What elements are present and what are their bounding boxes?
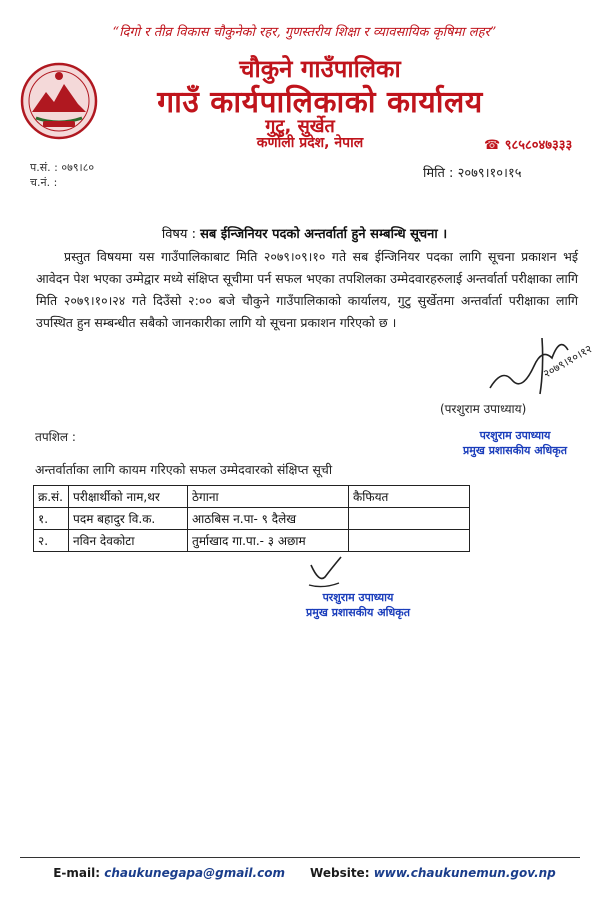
website-label: Website: xyxy=(310,866,370,880)
phone-number: ☎ ९८५८०४७३३३ xyxy=(484,138,573,153)
cell-name: पदम बहादुर वि.क. xyxy=(69,508,188,530)
subject-label: विषय : xyxy=(161,227,196,242)
letter-date: मिति : २०७९।१०।१५ xyxy=(423,166,522,181)
official-stamp-2 xyxy=(288,590,428,620)
stamp2-title: प्रमुख प्रशासकीय अधिकृत xyxy=(306,606,410,619)
cell-serial: २. xyxy=(34,530,69,552)
nepal-emblem-icon xyxy=(18,60,100,142)
table-row xyxy=(34,530,470,552)
stamp-name: परशुराम उपाध्याय xyxy=(479,429,551,442)
cell-remarks xyxy=(349,508,470,530)
official-stamp xyxy=(450,428,580,458)
signature-date: २०७९।१०।१२ xyxy=(541,342,595,381)
cell-address: तुर्माखाद गा.पा.- ३ अछाम xyxy=(188,530,349,552)
municipality-name: चौकुने गाउँपालिका xyxy=(239,55,401,83)
province-name: कर्णाली प्रदेश, नेपाल xyxy=(256,135,364,151)
email-label: E-mail: xyxy=(53,866,101,880)
footer xyxy=(0,866,609,880)
cell-name: नविन देवकोटा xyxy=(69,530,188,552)
cell-serial: १. xyxy=(34,508,69,530)
list-title: अन्तर्वार्ताका लागि कायम गरिएको सफल उम्मेदवारको संक्षिप्त सूची xyxy=(35,462,333,477)
reference-number: प.सं. : ०७९।८० xyxy=(30,161,95,174)
stamp2-name: परशुराम उपाध्याय xyxy=(322,591,394,604)
cell-address: आठबिस न.पा- ९ दैलेख xyxy=(188,508,349,530)
office-address: गुटु, सुर्खेत xyxy=(265,116,335,137)
footer-divider xyxy=(20,857,580,858)
candidate-table xyxy=(33,485,470,552)
subject-text: सब ईन्जिनियर पदको अन्तर्वार्ता हुने सम्बन्धि सूचना । xyxy=(200,227,448,242)
table-row xyxy=(34,508,470,530)
col-serial: क्र.सं. xyxy=(34,486,69,508)
initial-mark-icon xyxy=(305,555,345,590)
col-remarks: कैफियत xyxy=(349,486,470,508)
dispatch-number: च.नं. : xyxy=(30,176,58,189)
subject-line xyxy=(0,224,609,242)
website-link[interactable]: www.chaukunemun.gov.np xyxy=(373,866,556,880)
col-name: परीक्षार्थीको नाम,थर xyxy=(69,486,188,508)
stamp-title: प्रमुख प्रशासकीय अधिकृत xyxy=(463,444,567,457)
table-header-row xyxy=(34,486,470,508)
signatory-name: (परशुराम उपाध्याय) xyxy=(440,402,527,416)
annex-label: तपशिल : xyxy=(35,430,76,444)
col-address: ठेगाना xyxy=(188,486,349,508)
header-tagline: “दिगो र तीव्र विकास चौकुनेको रहर, गुणस्तरीय शिक्षा र व्यावसायिक कृषिमा लहर” xyxy=(112,25,497,40)
cell-remarks xyxy=(349,530,470,552)
signature-icon xyxy=(482,328,602,398)
email-link[interactable]: chaukunegapa@gmail.com xyxy=(104,866,285,880)
notice-body: प्रस्तुत विषयमा यस गाउँपालिकाबाट मिति २०७९।०९।१० गते सब ईन्जिनियर पदका लागि सूचना प्रकाशन भई आवेदन पेश भएका उम्मेद्वार मध्ये संक्षिप्त सूचीमा पर्न सफल भएका तपशिलका उम्मेदवारहरुलाई अन्तर्वार्ता परीक्षाका लागि मिति २०७९।१०।२४ गते दिउँसो २:०० बजे चौकुने गाउँपालिकाको कार्यालय, गुटु सुर्खेतमा अन्तर्वार्ता परीक्षाका लागि उपस्थित हुन सम्बन्धीत सबैको जानकारीका लागि यो सूचना प्रकाशन गरिएको छ । xyxy=(36,249,578,330)
office-name: गाउँ कार्यपालिकाको कार्यालय xyxy=(157,85,483,120)
